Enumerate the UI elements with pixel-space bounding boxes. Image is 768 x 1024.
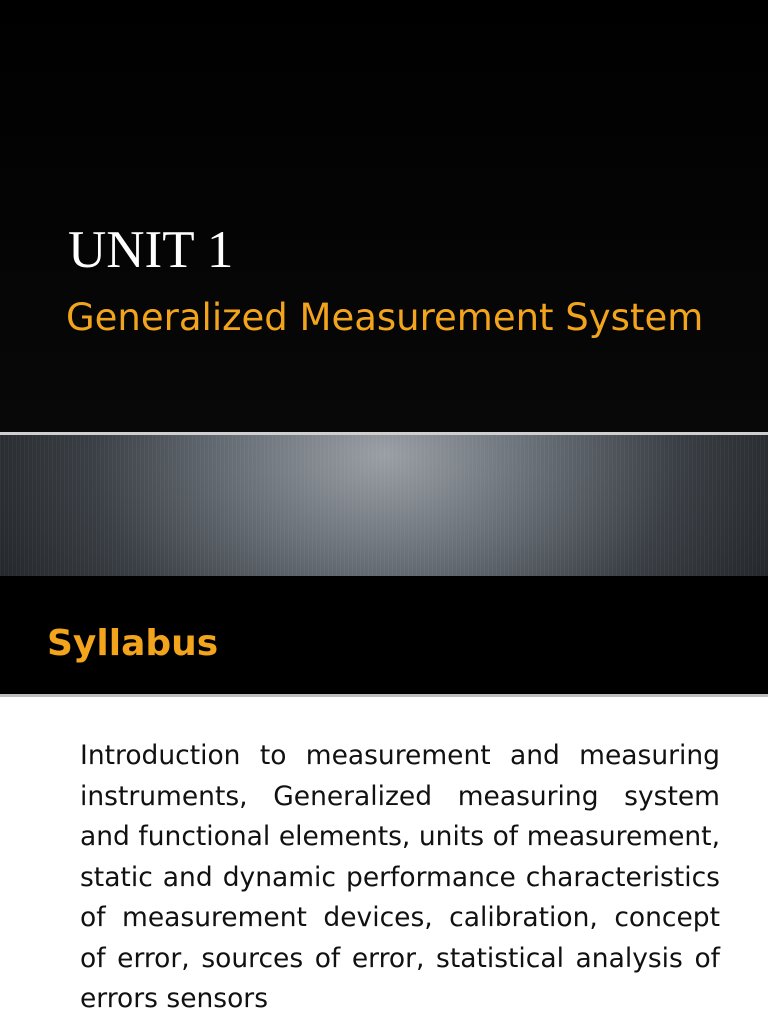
syllabus-text: Introduction to measurement and measuring instruments, Generalized measuring system and functional elements, units of measurement, static and dynamic performance characteristics of measurement devices, calibration, concept of error, sources of error, statistical analysis of errors sensors bbox=[80, 740, 720, 1014]
unit-title: UNIT 1 bbox=[68, 221, 234, 279]
unit-subtitle: Generalized Measurement System bbox=[66, 296, 704, 339]
syllabus-title: Syllabus bbox=[47, 623, 219, 664]
decorative-band-texture bbox=[0, 435, 768, 576]
title-slide-background bbox=[0, 0, 768, 432]
